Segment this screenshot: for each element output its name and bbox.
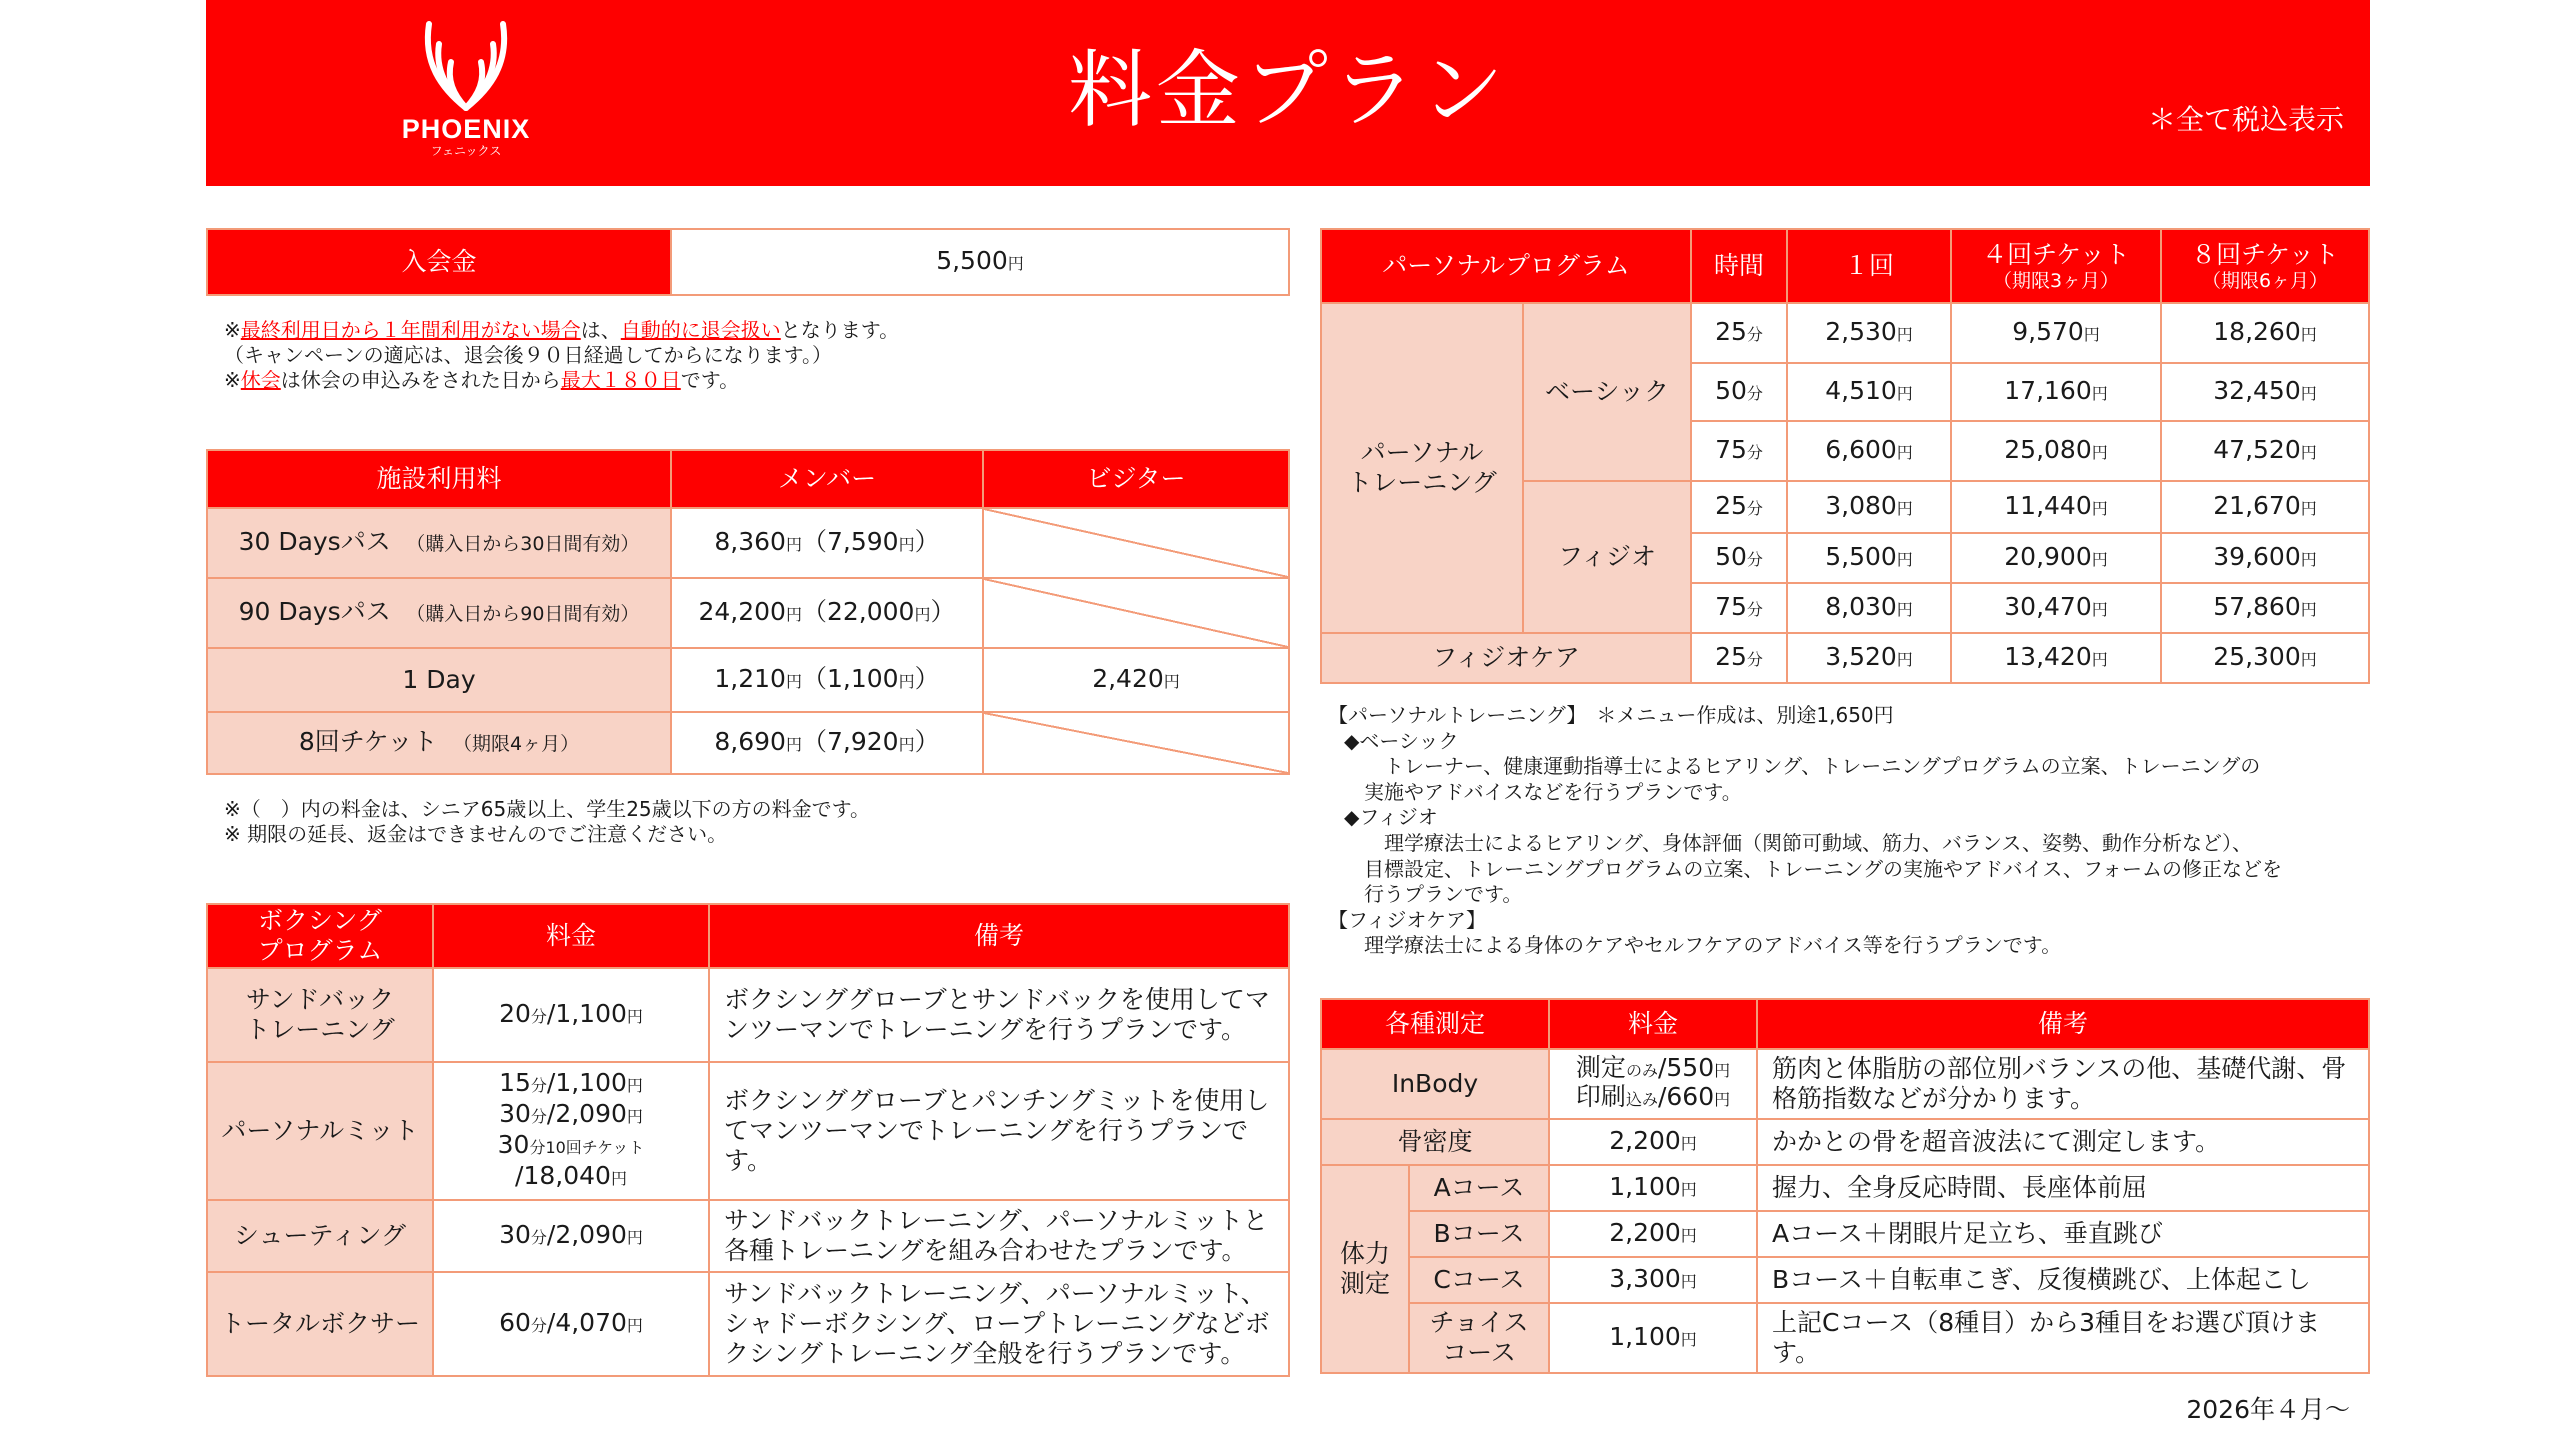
- physio-label: フィジオ: [1523, 481, 1691, 633]
- duration: 75分: [1691, 421, 1787, 481]
- boxing-remark-header: 備考: [709, 904, 1289, 968]
- boxing-price-header: 料金: [433, 904, 709, 968]
- measurement-table: [1320, 998, 2370, 1374]
- price-8: 39,600円: [2161, 533, 2369, 583]
- table-row: [207, 578, 1289, 648]
- price-4: 20,900円: [1951, 533, 2161, 583]
- measure-header: 各種測定: [1321, 999, 1549, 1049]
- price-single: 3,080円: [1787, 481, 1951, 533]
- program-remark: サンドバックトレーニング、パーソナルミット、シャドーボクシング、ロープトレーニングなどボクシングトレーニング全般を行うプランです。: [709, 1272, 1289, 1376]
- inbody-label: InBody: [1321, 1049, 1549, 1119]
- personal-note-line: 理学療法士によるヒアリング、身体評価（関節可動域、筋力、バランス、姿勢、動作分析など）、: [1384, 830, 2252, 855]
- table-row: [1321, 1165, 2369, 1211]
- measure-remark-header: 備考: [1757, 999, 2369, 1049]
- course-remark: Aコース＋閉眼片足立ち、垂直跳び: [1757, 1211, 2369, 1257]
- table-row: [207, 1200, 1289, 1272]
- price-4: 13,420円: [1951, 633, 2161, 683]
- member-price: 8,360円（7,590円）: [671, 508, 983, 578]
- course-price: 1,100円: [1549, 1165, 1757, 1211]
- duration: 25分: [1691, 481, 1787, 533]
- admission-note-2: （キャンペーンの適応は、退会後９０日経過してからになります。）: [224, 343, 832, 367]
- personal-table: [1320, 228, 2370, 684]
- table-row: [1321, 633, 2369, 683]
- course-price: 1,100円: [1549, 1303, 1757, 1373]
- tax-note: ＊全て税込表示: [2147, 103, 2344, 136]
- price-8: 18,260円: [2161, 303, 2369, 363]
- program-name: パーソナルミット: [207, 1062, 433, 1200]
- table-row: [1321, 1119, 2369, 1165]
- table-row: [1321, 1049, 2369, 1119]
- personal-note-line: 目標設定、トレーニングプログラムの立案、トレーニングの実施やアドバイス、フォームの修正などを: [1364, 856, 2282, 881]
- duration: 50分: [1691, 363, 1787, 421]
- price-8: 32,450円: [2161, 363, 2369, 421]
- table-row: [207, 712, 1289, 774]
- personal-note-line: ◆フィジオ: [1344, 805, 1438, 830]
- member-price: 8,690円（7,920円）: [671, 712, 983, 774]
- admission-notes: [224, 318, 899, 393]
- facility-note: ※（ ）内の料金は、シニア65歳以上、学生25歳以下の方の料金です。: [224, 797, 871, 821]
- facility-header: 施設利用料: [207, 450, 671, 508]
- time-header: 時間: [1691, 229, 1787, 303]
- admission-price: 5,500円: [671, 229, 1289, 295]
- physio-care-label: フィジオケア: [1321, 633, 1691, 683]
- facility-note: ※ 期限の延長、返金はできませんのでご注意ください。: [224, 822, 728, 846]
- course-remark: 上記Cコース（8種目）から3種目をお選び頂けます。: [1757, 1303, 2369, 1373]
- visitor-price: 2,420円: [983, 648, 1289, 712]
- member-price: 1,210円（1,100円）: [671, 648, 983, 712]
- course-remark: 握力、全身反応時間、長座体前屈: [1757, 1165, 2369, 1211]
- admission-note-1: ※最終利用日から１年間利用がない場合は、自動的に退会扱いとなります。: [224, 318, 900, 342]
- program-remark: サンドバックトレーニング、パーソナルミットと各種トレーニングを組み合わせたプランです。: [709, 1200, 1289, 1272]
- personal-note-line: 【パーソナルトレーニング】 ＊メニュー作成は、別途1,650円: [1328, 703, 1894, 727]
- table-row: [207, 1062, 1289, 1200]
- brand-sub: フェニックス: [430, 144, 502, 158]
- bone-density-remark: かかとの骨を超音波法にて測定します。: [1757, 1119, 2369, 1165]
- effective-date: 2026年４月〜: [2186, 1395, 2350, 1424]
- personal-note-line: 【フィジオケア】: [1328, 907, 1486, 932]
- fitness-test-label: 体力 測定: [1321, 1165, 1409, 1373]
- single-header: １回: [1787, 229, 1951, 303]
- price-single: 4,510円: [1787, 363, 1951, 421]
- admission-note-3: ※休会は休会の申込みをされた日から最大１８０日です。: [224, 368, 740, 392]
- program-price: 60分/4,070円: [433, 1272, 709, 1376]
- table-row: [1321, 1211, 2369, 1257]
- program-price: 30分/2,090円: [433, 1200, 709, 1272]
- table-row: [1321, 1303, 2369, 1373]
- admission-table: [206, 228, 1290, 296]
- price-single: 3,520円: [1787, 633, 1951, 683]
- price-4: 17,160円: [1951, 363, 2161, 421]
- table-row: [207, 1272, 1289, 1376]
- duration: 25分: [1691, 633, 1787, 683]
- inbody-price: 測定のみ/550円 印刷込み/660円: [1549, 1049, 1757, 1119]
- ticket4-header: ４回チケット （期限3ヶ月）: [1951, 229, 2161, 303]
- visitor-na: [983, 712, 1289, 774]
- table-row: [207, 968, 1289, 1062]
- visitor-na: [983, 578, 1289, 648]
- member-header: メンバー: [671, 450, 983, 508]
- price-8: 57,860円: [2161, 583, 2369, 633]
- price-8: 47,520円: [2161, 421, 2369, 481]
- program-remark: ボクシンググローブとサンドバックを使用してマンツーマンでトレーニングを行うプランです。: [709, 968, 1289, 1062]
- price-8: 25,300円: [2161, 633, 2369, 683]
- ticket8-header: ８回チケット （期限6ヶ月）: [2161, 229, 2369, 303]
- course-name: Cコース: [1409, 1257, 1549, 1303]
- measure-price-header: 料金: [1549, 999, 1757, 1049]
- price-4: 9,570円: [1951, 303, 2161, 363]
- boxing-program-header: ボクシング プログラム: [207, 904, 433, 968]
- personal-training-group: パーソナル トレーニング: [1321, 303, 1523, 633]
- plan-name: 30 Daysパス （購入日から30日間有効）: [207, 508, 671, 578]
- course-name: Bコース: [1409, 1211, 1549, 1257]
- table-row: [207, 648, 1289, 712]
- course-remark: Bコース＋自転車こぎ、反復横跳び、上体起こし: [1757, 1257, 2369, 1303]
- bone-density-price: 2,200円: [1549, 1119, 1757, 1165]
- price-4: 30,470円: [1951, 583, 2161, 633]
- course-price: 2,200円: [1549, 1211, 1757, 1257]
- course-price: 3,300円: [1549, 1257, 1757, 1303]
- plan-name: 90 Daysパス （購入日から90日間有効）: [207, 578, 671, 648]
- table-row: [207, 508, 1289, 578]
- plan-name: 8回チケット （期限4ヶ月）: [207, 712, 671, 774]
- course-name: Aコース: [1409, 1165, 1549, 1211]
- price-8: 21,670円: [2161, 481, 2369, 533]
- brand-name: PHOENIX: [401, 114, 531, 144]
- visitor-header: ビジター: [983, 450, 1289, 508]
- price-single: 6,600円: [1787, 421, 1951, 481]
- price-4: 11,440円: [1951, 481, 2161, 533]
- price-single: 5,500円: [1787, 533, 1951, 583]
- program-name: トータルボクサー: [207, 1272, 433, 1376]
- table-row: [1321, 1257, 2369, 1303]
- price-single: 8,030円: [1787, 583, 1951, 633]
- table-row: [1321, 303, 2369, 363]
- page-title: 料金プラン: [1067, 41, 1508, 139]
- program-price: 15分/1,100円 30分/2,090円 30分10回チケット /18,040円: [433, 1062, 709, 1200]
- personal-note-line: ◆ベーシック: [1344, 728, 1459, 753]
- facility-table: [206, 449, 1290, 775]
- program-name: サンドバック トレーニング: [207, 968, 433, 1062]
- member-price: 24,200円（22,000円）: [671, 578, 983, 648]
- facility-notes: [224, 797, 870, 847]
- duration: 75分: [1691, 583, 1787, 633]
- price-single: 2,530円: [1787, 303, 1951, 363]
- duration: 50分: [1691, 533, 1787, 583]
- basic-label: ベーシック: [1523, 303, 1691, 481]
- program-remark: ボクシンググローブとパンチングミットを使用してマンツーマンでトレーニングを行うプランです。: [709, 1062, 1289, 1200]
- personal-note-line: 理学療法士による身体のケアやセルフケアのアドバイス等を行うプランです。: [1364, 933, 2062, 958]
- boxing-table: [206, 903, 1290, 1377]
- personal-program-header: パーソナルプログラム: [1321, 229, 1691, 303]
- price-4: 25,080円: [1951, 421, 2161, 481]
- personal-note-line: 行うプランです。: [1364, 882, 1523, 907]
- duration: 25分: [1691, 303, 1787, 363]
- header-banner: [206, 0, 2370, 186]
- bone-density-label: 骨密度: [1321, 1119, 1549, 1165]
- inbody-remark: 筋肉と体脂肪の部位別バランスの他、基礎代謝、骨格筋指数などが分かります。: [1757, 1049, 2369, 1119]
- program-price: 20分/1,100円: [433, 968, 709, 1062]
- visitor-na: [983, 508, 1289, 578]
- admission-label: 入会金: [207, 229, 671, 295]
- personal-note-line: トレーナー、健康運動指導士によるヒアリング、トレーニングプログラムの立案、トレーニングの: [1384, 754, 2261, 779]
- plan-name: 1 Day: [207, 648, 671, 712]
- personal-notes: [1328, 703, 2282, 959]
- course-name: チョイス コース: [1409, 1303, 1549, 1373]
- personal-note-line: 実施やアドバイスなどを行うプランです。: [1364, 779, 1742, 804]
- program-name: シューティング: [207, 1200, 433, 1272]
